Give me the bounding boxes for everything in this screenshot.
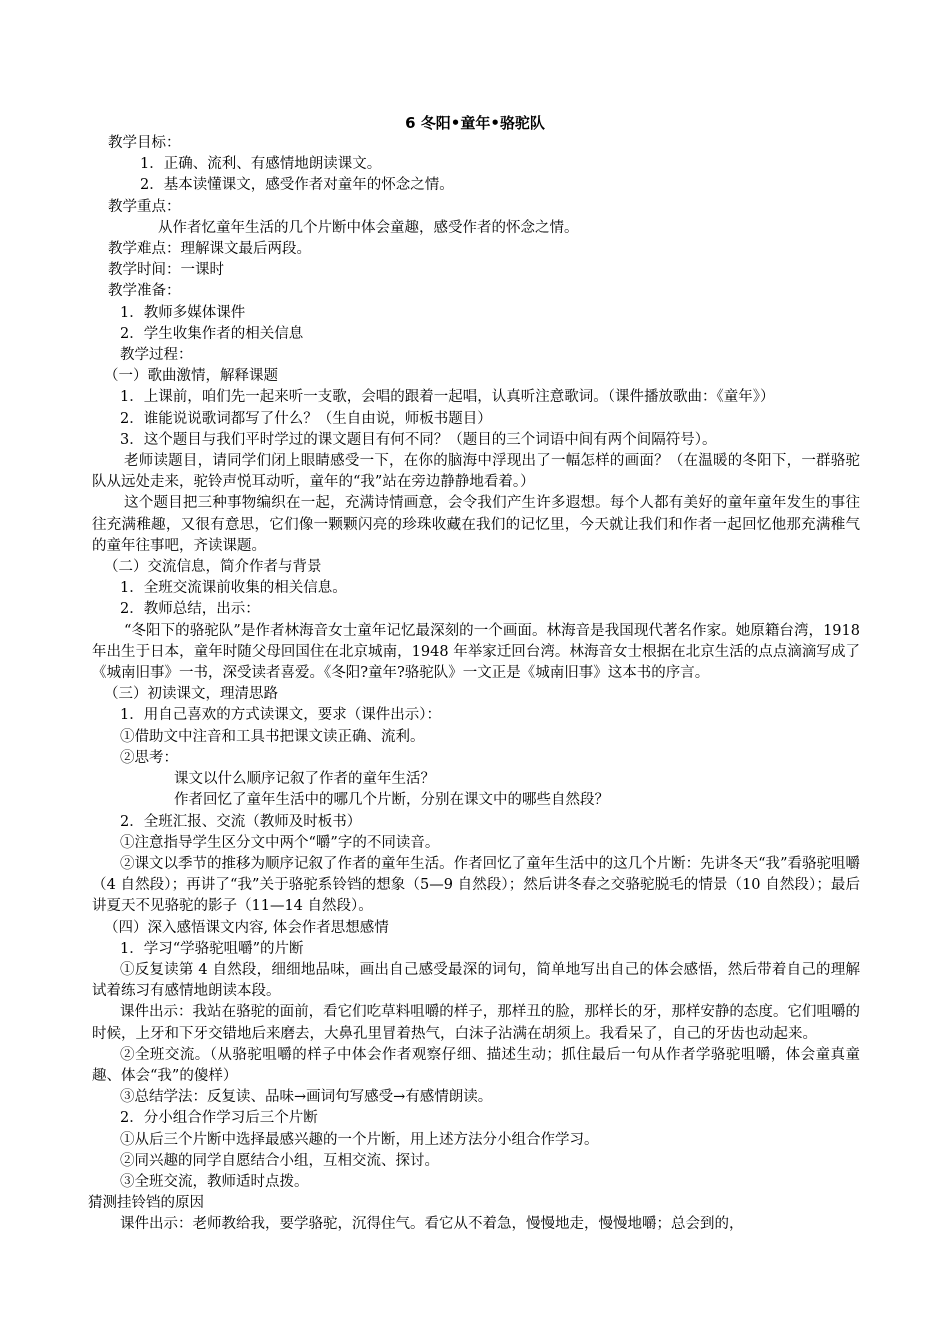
question-line: 作者回忆了童年生活中的哪几个片断，分别在课文中的哪些自然段？ xyxy=(174,792,609,809)
paragraph: 这个题目把三种事物编织在一起，充满诗情画意，会令我们产生许多遐想。每个人都有美好的童年童年发生的事往往充满稚趣，又很有意思，它们像一颗颗闪亮的珍珠收藏在我们的记忆里，今天就让我们和作者一起回忆他那充满稚气的童年往事吧，齐读课题。 xyxy=(92,495,860,554)
paragraph: 课件出示：老师教给我，要学骆驼，沉得住气。看它从不着急，慢慢地走，慢慢地嚼；总会到的， xyxy=(120,1216,744,1233)
document-body xyxy=(88,133,860,1236)
paragraph: ③总结学法：反复读、品味→画词句写感受→有感情朗读。 xyxy=(120,1089,493,1106)
question-line: 课文以什么顺序记叙了作者的童年生活？ xyxy=(174,771,435,788)
paragraph: 1．学习“学骆驼咀嚼”的片断 xyxy=(120,940,304,957)
paragraph: 2．分小组合作学习后三个片断 xyxy=(120,1110,318,1127)
paragraph: ①借助文中注音和工具书把课文读正确、流利。 xyxy=(120,728,425,745)
preparation-item: 1．教师多媒体课件 xyxy=(120,304,246,321)
section-heading-4: （四）深入感悟课文内容, 体会作者思想感情 xyxy=(104,919,389,936)
time-line: 教学时间：一课时 xyxy=(108,262,224,279)
paragraph: 1．全班交流课前收集的相关信息。 xyxy=(120,580,347,597)
paragraph: ③全班交流，教师适时点拨。 xyxy=(120,1173,309,1190)
paragraph: ①注意指导学生区分文中两个“嚼”字的不同读音。 xyxy=(120,834,440,851)
section-heading-2: （二）交流信息，简介作者与背景 xyxy=(104,559,322,576)
paragraph: 3．这个题目与我们平时学过的课文题目有何不同？（题目的三个词语中间有两个间隔符号）。 xyxy=(120,431,717,448)
paragraph: ②同兴趣的同学自愿结合小组，互相交流、探讨。 xyxy=(120,1152,439,1169)
paragraph: 课件出示：我站在骆驼的面前，看它们吃草料咀嚼的样子，那样丑的脸，那样长的牙，那样安静的态度。它们咀嚼的时候，上牙和下牙交错地后来磨去，大鼻孔里冒着热气，白沫子沾满在胡须上。我看呆了，自己的牙齿也动起来。 xyxy=(92,1004,860,1042)
heading-key-points: 教学重点： xyxy=(108,198,181,215)
section-heading-1: （一）歌曲激情，解释课题 xyxy=(104,368,278,385)
paragraph: 2．全班汇报、交流（教师及时板书） xyxy=(120,813,362,830)
section-heading-3: （三）初读课文，理清思路 xyxy=(104,686,278,703)
paragraph: 2．谁能说说歌词都写了什么？（生自由说，师板书题目） xyxy=(120,410,492,427)
heading-goals: 教学目标： xyxy=(108,135,181,151)
goal-item: 2．基本读懂课文，感受作者对童年的怀念之情。 xyxy=(140,177,454,194)
paragraph: ①从后三个片断中选择最感兴趣的一个片断，用上述方法分小组合作学习。 xyxy=(120,1131,599,1148)
preparation-item: 2．学生收集作者的相关信息 xyxy=(120,325,304,342)
paragraph: “冬阳下的骆驼队”是作者林海音女士童年记忆最深刻的一个画面。林海音是我国现代著名作家。她原籍台湾，1918 年出生于日本，童年时随父母回国住在北京城南，1948 年举家迁回台湾。林海音女士根据在北京生活的点点滴滴写成了《城南旧事》一书，深受读者喜爱。《冬阳?童年?骆驼队》一文正是《城南旧事》这本书的序言。 xyxy=(92,622,860,682)
difficulty-line: 教学难点：理解课文最后两段。 xyxy=(108,241,311,258)
heading-process: 教学过程： xyxy=(120,347,193,364)
paragraph: ②全班交流。（从骆驼咀嚼的样子中体会作者观察仔细、描述生动；抓住最后一句从作者学骆驼咀嚼，体会童真童趣、体会“我”的傻样） xyxy=(92,1046,860,1084)
paragraph: ②思考： xyxy=(120,749,178,766)
paragraph: 1．用自己喜欢的方式读课文，要求（课件出示）： xyxy=(120,707,441,724)
key-point-text: 从作者忆童年生活的几个片断中体会童趣，感受作者的怀念之情。 xyxy=(158,219,579,236)
paragraph: ①反复读第 4 自然段，细细地品味，画出自己感受最深的词句，简单地写出自己的体会感悟，然后带着自己的理解试着练习有感情地朗读本段。 xyxy=(92,961,860,1000)
goal-item: 1．正确、流利、有感情地朗读课文。 xyxy=(140,156,382,173)
subheading: 猜测挂铃铛的原因 xyxy=(88,1195,204,1212)
paragraph: 2．教师总结，出示： xyxy=(120,601,260,618)
heading-preparation: 教学准备： xyxy=(108,283,181,300)
paragraph: ②课文以季节的推移为顺序记叙了作者的童年生活。作者回忆了童年生活中的这几个片断：先讲冬天“我”看骆驼咀嚼（4 自然段）；再讲了“我”关于骆驼系铃铛的想象（5—9 自然段）；然后讲冬春之交骆驼脱毛的情景（10 自然段）；最后讲夏天不见骆驼的影子（11—14 自然段）。 xyxy=(92,855,860,915)
paragraph: 1．上课前，咱们先一起来听一支歌，会唱的跟着一起唱，认真听注意歌词。（课件播放歌曲：《童年》） xyxy=(120,389,775,406)
page-title: 6 冬阳•童年•骆驼队 xyxy=(405,114,545,132)
paragraph: 老师读题目，请同学们闭上眼睛感受一下，在你的脑海中浮现出了一幅怎样的画面？（在温暖的冬阳下，一群骆驼队从远处走来，驼铃声悦耳动听，童年的“我”站在旁边静静地看着。） xyxy=(92,453,860,491)
